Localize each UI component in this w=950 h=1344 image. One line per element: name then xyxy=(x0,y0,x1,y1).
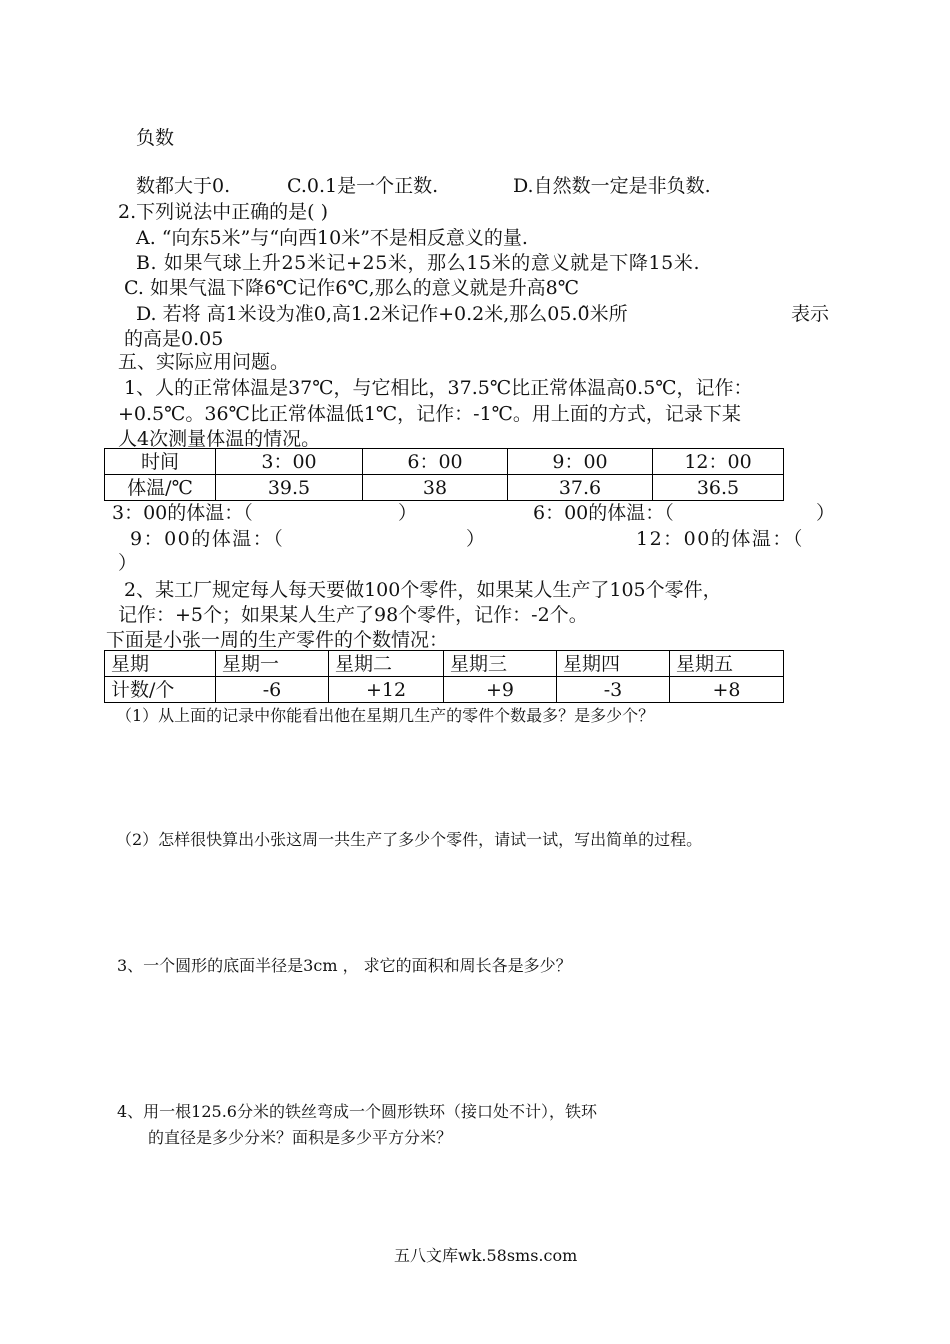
p2-sub1: （1）从上面的记录中你能看出他在星期几生产的零件个数最多？是多少个？ xyxy=(116,706,655,725)
p2-sub2: （2）怎样很快算出小张这周一共生产了多少个零件，请试一试，写出简单的过程。 xyxy=(116,830,703,849)
table-cell: +9 xyxy=(444,677,557,703)
p1-line1: 1、人的正常体温是37℃，与它相比，37.5℃比正常体温高0.5℃，记作： xyxy=(124,377,753,399)
q2-option-c: C. 如果气温下降6℃记作6℃,那么的意义就是升高8℃ xyxy=(124,277,580,299)
table-cell: 6：00 xyxy=(363,449,508,475)
table-cell: -3 xyxy=(557,677,670,703)
table-cell: 星期 xyxy=(105,651,216,677)
production-table xyxy=(104,650,784,703)
p2-line3: 下面是小张一周的生产零件的个数情况： xyxy=(106,629,449,651)
footer: 五八文库wk.58sms.com xyxy=(394,1246,578,1265)
blank-6-label: 6：00的体温：（ xyxy=(533,502,674,524)
p4-line2: 的直径是多少分米？面积是多少平方分米？ xyxy=(148,1128,453,1147)
blank-3-close: ） xyxy=(398,502,418,524)
p1-line2: +0.5℃。36℃比正常体温低1℃，记作：-1℃。用上面的方式，记录下某 xyxy=(118,403,741,425)
p1-line3: 人4次测量体温的情况。 xyxy=(118,428,321,450)
blank-3-label: 3：00的体温：（ xyxy=(112,502,253,524)
p3: 3、一个圆形的底面半径是3cm ， 求它的面积和周长各是多少？ xyxy=(117,956,572,975)
table-cell: +12 xyxy=(329,677,444,703)
table-row xyxy=(105,651,784,677)
table-cell: 39.5 xyxy=(216,475,363,501)
q2-option-a: A. “向东5米”与“向西10米”不是相反意义的量. xyxy=(136,227,528,249)
q2-stem: 2.下列说法中正确的是( ) xyxy=(118,201,328,223)
table-row xyxy=(105,677,784,703)
blank-12-label: 12：00的体温：（ xyxy=(636,528,804,550)
table-cell: -6 xyxy=(216,677,329,703)
prev-choice-tail: 数都大于0. xyxy=(136,175,231,197)
q2-option-d-tail: 表示 xyxy=(791,303,830,325)
prev-choice-c: C.0.1是一个正数. xyxy=(287,175,439,197)
q2-option-d-continued: 的高是0.05 xyxy=(124,328,224,350)
p2-line1: 2、某工厂规定每人每天要做100个零件，如果某人生产了105个零件， xyxy=(124,579,722,601)
table-cell: 36.5 xyxy=(653,475,784,501)
table-cell: 12：00 xyxy=(653,449,784,475)
table-cell: 37.6 xyxy=(508,475,653,501)
table-cell: 体温/℃ xyxy=(105,475,216,501)
table-cell: 38 xyxy=(363,475,508,501)
blank-9-close: ） xyxy=(466,528,486,550)
table-cell: 星期一 xyxy=(216,651,329,677)
table-cell: 星期五 xyxy=(670,651,784,677)
table-cell: 9：00 xyxy=(508,449,653,475)
q2-option-b: B. 如果气球上升25米记+25米，那么15米的意义就是下降15米. xyxy=(136,252,701,274)
table-row xyxy=(105,449,784,475)
temperature-table xyxy=(104,448,784,501)
p4-line1: 4、用一根125.6分米的铁丝弯成一个圆形铁环（接口处不计），铁环 xyxy=(117,1102,597,1121)
blank-6-close: ） xyxy=(816,502,836,524)
table-cell: 星期二 xyxy=(329,651,444,677)
table-cell: 时间 xyxy=(105,449,216,475)
table-cell: 星期四 xyxy=(557,651,670,677)
blank-12-close: ） xyxy=(118,552,138,574)
q2-option-d: D. 若将 高1米设为准0,高1.2米记作+0.2米,那么05.0̃米所 xyxy=(136,303,628,325)
blank-9-label: 9：00的体温：（ xyxy=(130,528,285,550)
table-cell: 计数/个 xyxy=(105,677,216,703)
table-cell: 3：00 xyxy=(216,449,363,475)
table-cell: 星期三 xyxy=(444,651,557,677)
fragment-top: 负数 xyxy=(136,127,175,149)
section5-title: 五、实际应用问题。 xyxy=(118,351,290,373)
p2-line2: 记作：+5个；如果某人生产了98个零件，记作：-2个。 xyxy=(118,604,588,626)
prev-choice-d: D.自然数一定是非负数. xyxy=(513,175,711,197)
table-cell: +8 xyxy=(670,677,784,703)
table-row xyxy=(105,475,784,501)
